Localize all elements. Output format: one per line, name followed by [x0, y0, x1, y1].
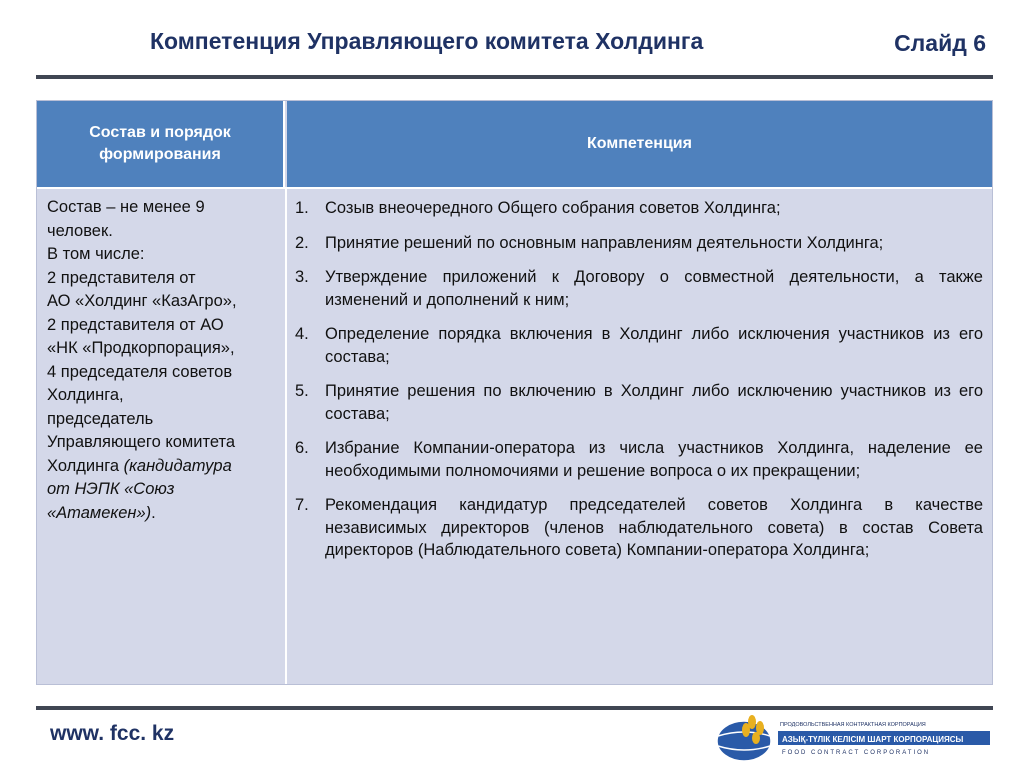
composition-line: «НК «Продкорпорация»,	[47, 339, 235, 357]
composition-line: 2 представителя от	[47, 268, 196, 287]
composition-line-mixed	[47, 502, 279, 526]
list-item-number: 4.	[295, 325, 309, 343]
column-divider	[285, 187, 287, 684]
list-item-number: 3.	[295, 268, 309, 286]
list-item	[295, 232, 983, 255]
bottom-divider	[36, 706, 993, 710]
list-item-number: 7.	[295, 496, 309, 514]
slide-title: Компетенция Управляющего комитета Холдинга	[150, 28, 704, 54]
composition-line: Управляющего комитета	[47, 433, 236, 451]
candidacy-note: (кандидатура	[123, 456, 232, 475]
list-item-text: Принятие решения по включению в Холдинг либо исключению участников из его состава;	[325, 382, 983, 423]
composition-end: .	[151, 503, 156, 522]
column-header-competence-label: Компетенция	[587, 135, 692, 152]
composition-text: Холдинга	[47, 456, 124, 475]
list-item-number: 6.	[295, 439, 309, 457]
list-item-text: Определение порядка включения в Холдинг либо исключения участников из его состава;	[325, 325, 983, 366]
composition-cell	[47, 196, 279, 525]
list-item	[295, 323, 983, 368]
list-item	[295, 494, 983, 562]
composition-line: человек.	[47, 221, 113, 240]
list-item-text: Утверждение приложений к Договору о совместной деятельности, а также изменений и дополнений к ним;	[325, 268, 983, 309]
fcc-logo	[714, 714, 994, 764]
composition-line: В том числе:	[47, 245, 145, 263]
composition-line: Холдинга,	[47, 386, 124, 404]
slide-number: Слайд 6	[894, 30, 986, 56]
list-item-text: Избрание Компании-оператора из числа участников Холдинга, наделение ее необходимыми полномочиями и решение вопроса о их прекращении;	[325, 439, 983, 480]
list-item	[295, 380, 983, 425]
column-header-composition-label: Состав и порядок формирования	[89, 124, 231, 163]
list-item	[295, 437, 983, 482]
top-divider	[36, 75, 993, 79]
logo-text-kz: АЗЫҚ-ТҮЛІК КЕЛІСІМ ШАРТ КОРПОРАЦИЯСЫ	[782, 735, 964, 744]
composition-line: 2 представителя от АО	[47, 315, 224, 334]
candidacy-note: «Атамекен»)	[47, 503, 152, 522]
composition-line: Состав – не менее 9	[47, 198, 205, 216]
website-url: www. fcc. kz	[50, 722, 175, 745]
logo-text-ru: ПРОДОВОЛЬСТВЕННАЯ КОНТРАКТНАЯ КОРПОРАЦИЯ	[780, 722, 926, 728]
composition-line: АО «Холдинг «КазАгро»,	[47, 292, 237, 310]
composition-line: 4 председателя советов	[47, 362, 233, 381]
header-divider	[37, 187, 992, 189]
list-item-text: Принятие решений по основным направлениям деятельности Холдинга;	[325, 233, 884, 252]
list-item-text: Рекомендация кандидатур председателей советов Холдинга в качестве независимых директоров (членов наблюдательного совета) в состав Совета директоров (Наблюдательного совета) Компании-оператора Холдинга;	[325, 496, 983, 559]
competence-table	[36, 100, 993, 685]
composition-line-mixed	[47, 455, 279, 479]
list-item-number: 1.	[295, 199, 309, 217]
logo-text-en: FOOD CONTRACT CORPORATION	[782, 750, 931, 756]
list-item-number: 2.	[295, 233, 309, 252]
candidacy-note: от НЭПК «Союз	[47, 480, 175, 498]
list-item-number: 5.	[295, 382, 309, 400]
composition-line: председатель	[47, 409, 154, 428]
competence-list	[295, 197, 983, 574]
column-header-composition	[37, 101, 285, 187]
column-header-competence	[287, 101, 992, 187]
list-item	[295, 197, 983, 220]
list-item-text: Созыв внеочередного Общего собрания советов Холдинга;	[325, 199, 781, 217]
list-item	[295, 266, 983, 311]
